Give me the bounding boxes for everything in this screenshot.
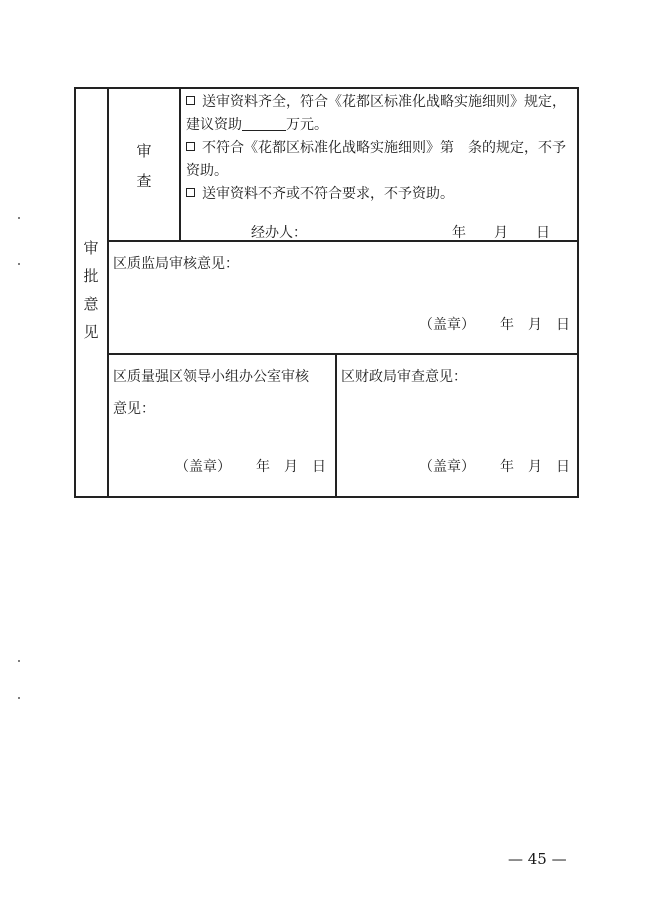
bureau-row-divider <box>107 353 578 355</box>
review-date: 年 月 日 <box>452 225 550 241</box>
option-text: 送审资料齐全，符合《花都区标准化战略实施细则》规定， <box>202 94 566 110</box>
approval-opinion-label <box>76 234 106 346</box>
leadership-office-title-cont: 意见： <box>113 401 155 417</box>
table-border-bottom <box>74 496 579 498</box>
label-char: 审 <box>136 142 152 160</box>
option-text: 建议资助 <box>186 117 242 133</box>
label-char: 意 <box>83 295 99 313</box>
review-option-2-cont <box>186 162 228 180</box>
option-text: 不符合《花都区标准化战略实施细则》第 条的规定，不予 <box>202 140 566 156</box>
finance-bureau-seal: （盖章） <box>419 459 475 475</box>
review-label <box>108 136 180 196</box>
checkbox[interactable] <box>186 142 195 151</box>
quality-bureau-title: 区质监局审核意见： <box>113 256 239 272</box>
leadership-office-date: 年 月 日 <box>256 459 326 475</box>
finance-bureau-date: 年 月 日 <box>500 459 570 475</box>
review-option-1-cont <box>186 116 328 134</box>
checkbox[interactable] <box>186 96 195 105</box>
review-option-3 <box>186 185 454 203</box>
margin-speck <box>18 697 20 699</box>
label-char: 审 <box>83 239 99 257</box>
review-option-1 <box>186 93 566 111</box>
page-number: — 45 — <box>508 850 567 868</box>
leadership-office-seal: （盖章） <box>175 459 231 475</box>
finance-bureau-title: 区财政局审查意见： <box>341 369 467 385</box>
leadership-office-title: 区质量强区领导小组办公室审核 <box>113 369 309 385</box>
handler-label: 经办人： <box>251 225 307 241</box>
table-border-right <box>577 87 579 497</box>
label-char: 查 <box>136 172 152 190</box>
bottom-cell-divider <box>335 353 337 497</box>
option-text: 万元。 <box>286 117 328 133</box>
option-text: 送审资料不齐或不符合要求，不予资助。 <box>202 186 454 202</box>
amount-blank[interactable] <box>242 116 286 131</box>
review-option-2 <box>186 139 566 157</box>
table-border-top <box>74 87 579 89</box>
label-char: 批 <box>83 267 99 285</box>
checkbox[interactable] <box>186 188 195 197</box>
option-text: 资助。 <box>186 163 228 179</box>
quality-bureau-seal: （盖章） <box>419 317 475 333</box>
margin-speck <box>18 660 20 662</box>
label-char: 见 <box>83 323 99 341</box>
margin-speck <box>18 263 20 265</box>
margin-speck <box>18 217 20 219</box>
quality-bureau-date: 年 月 日 <box>500 317 570 333</box>
